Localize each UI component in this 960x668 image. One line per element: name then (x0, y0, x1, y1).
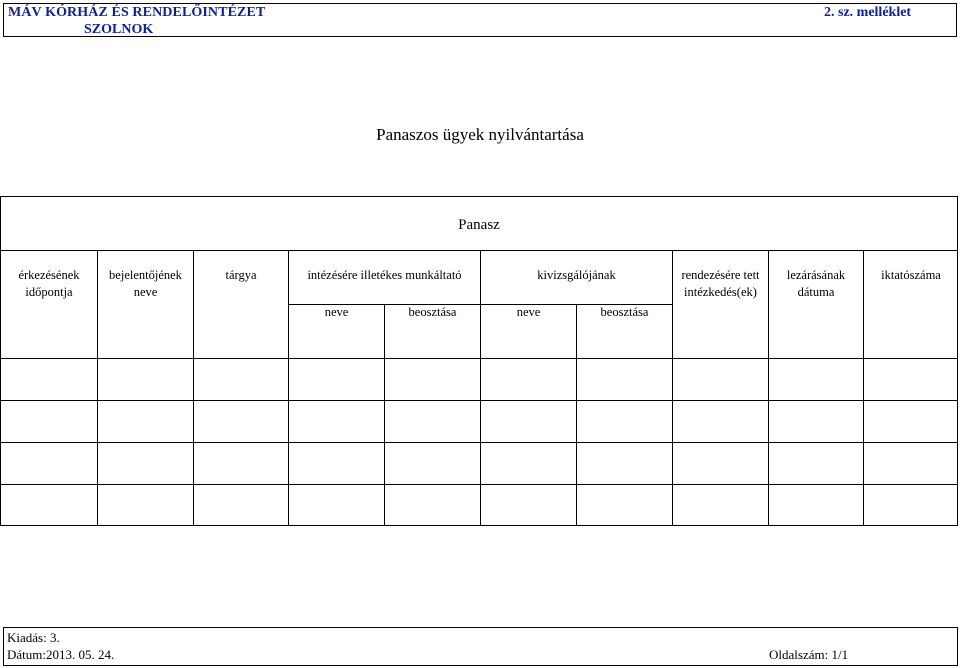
organization-city: SZOLNOK (84, 22, 154, 37)
column-header-reporter (98, 267, 193, 301)
subheader-investigator-position: beosztása (600, 305, 649, 319)
organization-name: MÁV KÓRHÁZ ÉS RENDELŐINTÉZET (8, 5, 266, 20)
column-header-closing (769, 267, 863, 301)
column-header-measures (673, 267, 768, 301)
annex-label: 2. sz. melléklet (824, 5, 912, 20)
column-divider (384, 305, 385, 526)
column-header-text: lezárásának (786, 268, 846, 282)
subheader-employer-name: neve (324, 305, 349, 319)
column-header-text: időpontja (25, 285, 73, 299)
document-header (3, 3, 957, 37)
column-header-text: intézésére illetékes munkáltató (307, 268, 462, 282)
column-header-arrival (1, 267, 97, 301)
column-header-filing (864, 267, 958, 284)
document-title: Panaszos ügyek nyilvántartása (376, 125, 584, 144)
column-header-employer (289, 267, 480, 284)
column-header-text: neve (133, 285, 158, 299)
column-header-text: rendezésére tett (681, 268, 760, 282)
column-header-investigator (481, 267, 672, 284)
column-divider (576, 305, 577, 526)
column-header-text: intézkedés(ek) (684, 285, 757, 299)
column-header-text: kivizsgálójának (537, 268, 616, 282)
row-divider (1, 358, 957, 359)
subheader-employer-position: beosztása (408, 305, 457, 319)
column-header-text: bejelentőjének (109, 268, 182, 282)
column-header-text: érkezésének (18, 268, 80, 282)
subheader-investigator-name: neve (516, 305, 541, 319)
row-divider (1, 442, 957, 443)
issue-number: Kiadás: 3. (7, 630, 60, 645)
document-footer (3, 627, 958, 666)
table-group-header (1, 197, 957, 251)
group-title: Panasz (458, 217, 500, 233)
complaints-table (0, 196, 958, 526)
page-number: Oldalszám: 1/1 (769, 647, 849, 662)
column-header-text: iktatószáma (881, 268, 941, 282)
row-divider (1, 400, 957, 401)
row-divider (1, 484, 957, 485)
column-header-text: tárgya (225, 268, 257, 282)
column-header-text: dátuma (797, 285, 835, 299)
issue-date: Dátum:2013. 05. 24. (7, 647, 115, 662)
column-header-subject (194, 267, 288, 284)
